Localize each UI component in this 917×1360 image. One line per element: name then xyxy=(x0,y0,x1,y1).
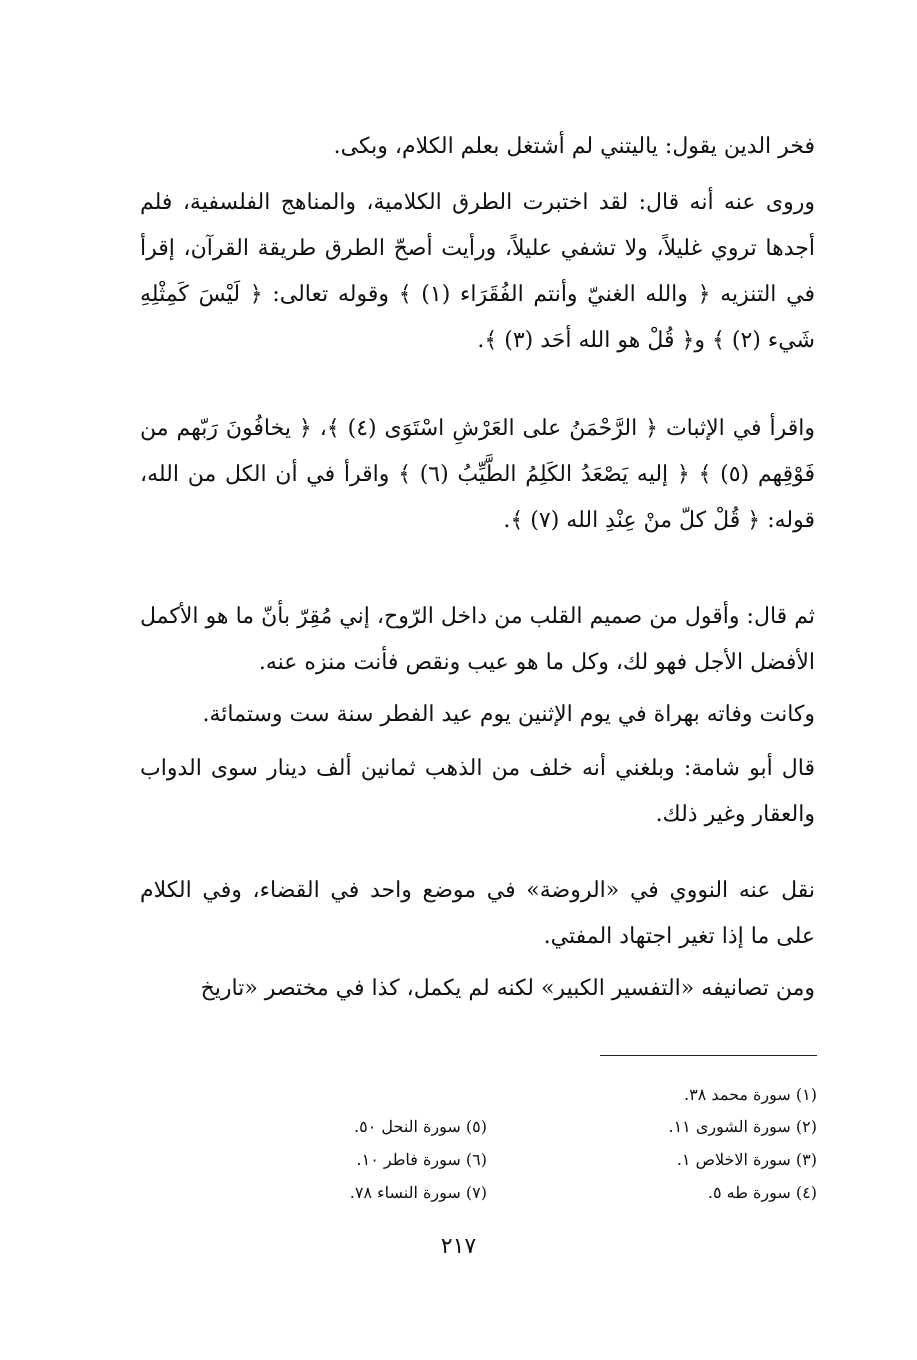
paragraph-3: واقرأ في الإثبات ﴿ الرَّحْمَنُ على العَرْشِ اسْتَوَى (٤) ﴾، ﴿ يخافُونَ رَبّهم من فَوْقِهم (٥) ﴾ ﴿ إليه يَصْعَدُ الكَلِمُ الطَّيِّبُ (٦) ﴾ واقرأ في أن الكل من الله، قوله: ﴿ قُلْ كلّ منْ عِنْدِ الله (٧) ﴾. xyxy=(140,416,815,533)
paragraph-5: وكانت وفاته بهراة في يوم الإثنين يوم عيد الفطر سنة ست وستمائة. xyxy=(202,702,815,727)
footnote-1: (١) سورة محمد ٣٨. xyxy=(684,1085,817,1104)
footnote-2: (٢) سورة الشورى ١١. xyxy=(668,1117,817,1136)
footnote-5: (٥) سورة النحل ٥٠. xyxy=(354,1117,487,1136)
paragraph-6: قال أبو شامة: وبلغني أنه خلف من الذهب ثمانين ألف دينار سوى الدواب والعقار وغير ذلك. xyxy=(140,756,815,827)
paragraph-4: ثم قال: وأقول من صميم القلب من داخل الرّوح، إني مُقِرّ بأنّ ما هو الأكمل الأفضل الأجل فهو لك، وكل ما هو عيب ونقص فأنت منزه عنه. xyxy=(140,604,815,675)
footnote-3: (٣) سورة الاخلاص ١. xyxy=(676,1150,817,1169)
page-number: ٢١٧ xyxy=(440,1234,477,1259)
paragraph-2: وروى عنه أنه قال: لقد اختبرت الطرق الكلامية، والمناهج الفلسفية، فلم أجدها تروي غليلاً، ولا تشفي عليلاً، ورأيت أصحّ الطرق طريقة القرآن، إقرأ في التنزيه ﴿ والله الغنيّ وأنتم الفُقَرَاء (١) ﴾ وقوله تعالى: ﴿ لَيْسَ كَمِثْلِهِ شَيء (٢) ﴾ و﴿ قُلْ هو الله أحَد (٣) ﴾. xyxy=(140,190,815,353)
footnote-7: (٧) سورة النساء ٧٨. xyxy=(349,1183,487,1202)
paragraph-7: نقل عنه النووي في «الروضة» في موضع واحد في القضاء، وفي الكلام على ما إذا تغير اجتهاد المفتي. xyxy=(140,878,815,949)
footnote-divider xyxy=(600,1055,817,1056)
footnote-4: (٤) سورة طه ٥. xyxy=(707,1183,817,1202)
footnote-6: (٦) سورة فاطر ١٠. xyxy=(356,1150,487,1169)
paragraph-1: فخر الدين يقول: ياليتني لم أشتغل بعلم الكلام، وبكى. xyxy=(333,134,815,159)
paragraph-8: ومن تصانيفه «التفسير الكبير» لكنه لم يكمل، كذا في مختصر «تاريخ xyxy=(200,976,815,1001)
